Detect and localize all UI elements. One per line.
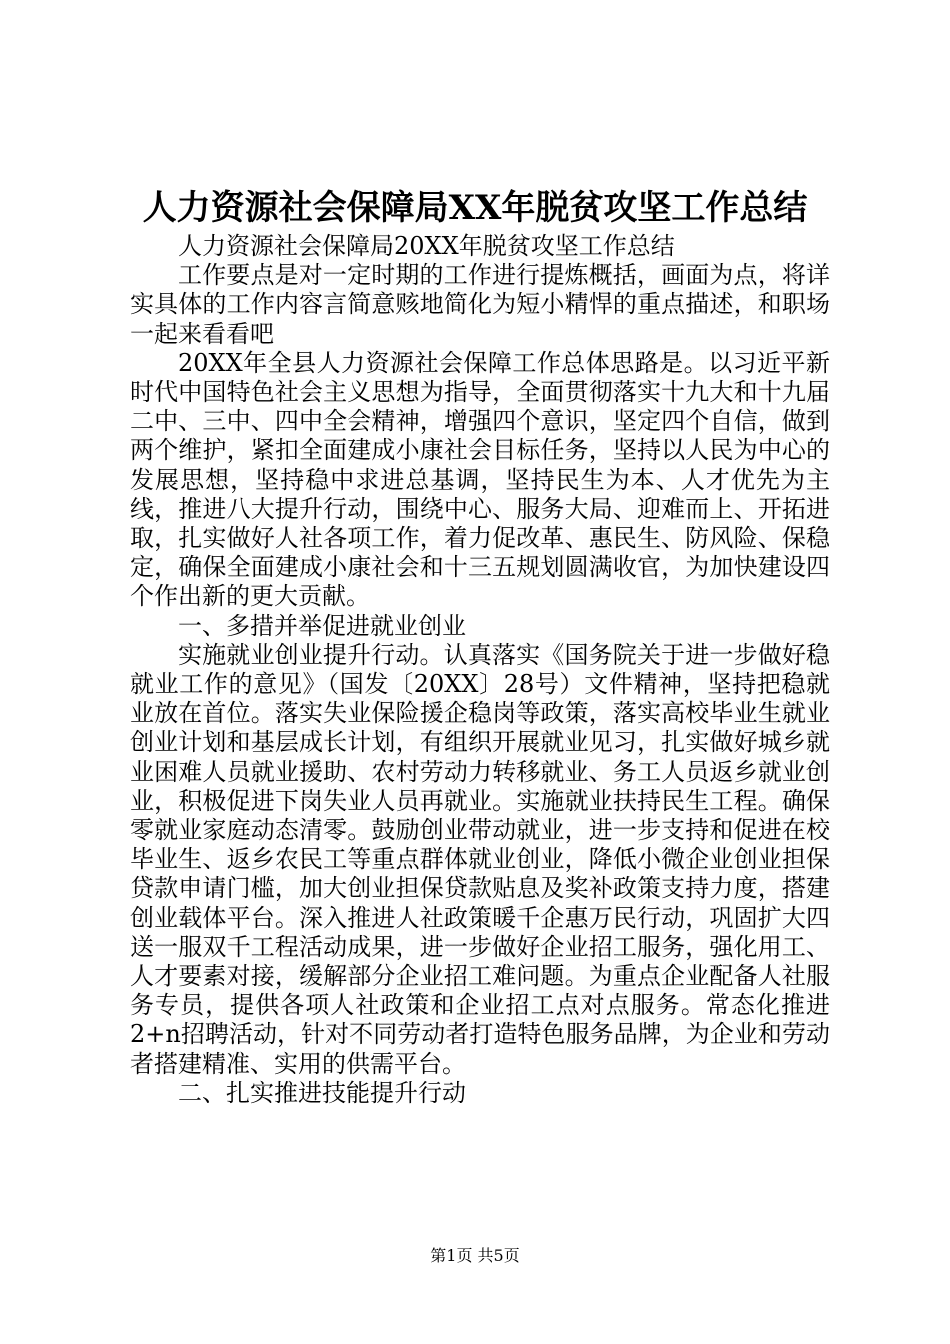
subtitle-paragraph: 人力资源社会保障局20XX年脱贫攻坚工作总结	[178, 232, 675, 260]
document-title: 人力资源社会保障局XX年脱贫攻坚工作总结	[142, 188, 808, 228]
overview-paragraph: 20XX年全县人力资源社会保障工作总体思路是。以习近平新时代中国特色社会主义思想为指导，全面贯彻落实十九大和十九届二中、三中、四中全会精神，增强四个意识，坚定四个自信，做到两个维护，紧扣全面建成小康社会目标任务，坚持以人民为中心的发展思想，坚持稳中求进总基调，坚持民生为本、人才优先为主线，推进八大提升行动，围绕中心、服务大局、迎难而上、开拓进取，扎实做好人社各项工作，着力促改革、惠民生、防风险、保稳定，确保全面建成小康社会和十三五规划圆满收官，为加快建设四个作出新的更大贡献。	[130, 348, 830, 611]
section-heading-2: 二、扎实推进技能提升行动	[178, 1078, 466, 1107]
section-1-paragraph: 实施就业创业提升行动。认真落实《国务院关于进一步做好稳就业工作的意见》（国发〔20XX〕28号）文件精神，坚持把稳就业放在首位。落实失业保险援企稳岗等政策，落实高校毕业生就业创业计划和基层成长计划，有组织开展就业见习，扎实做好城乡就业困难人员就业援助、农村劳动力转移就业、务工人员返乡就业创业，积极促进下岗失业人员再就业。实施就业扶持民生工程。确保零就业家庭动态清零。鼓励创业带动就业，进一步支持和促进在校毕业生、返乡农民工等重点群体就业创业，降低小微企业创业担保贷款申请门槛，加大创业担保贷款贴息及奖补政策支持力度，搭建创业载体平台。深入推进人社政策暖千企惠万民行动，巩固扩大四送一服双千工程活动成果，进一步做好企业招工服务，强化用工、人才要素对接，缓解部分企业招工难问题。为重点企业配备人社服务专员，提供各项人社政策和企业招工点对点服务。常态化推进2+n招聘活动，针对不同劳动者打造特色服务品牌，为企业和劳动者搭建精准、实用的供需平台。	[130, 640, 830, 1078]
section-heading-1: 一、多措并举促进就业创业	[178, 611, 466, 640]
intro-paragraph: 工作要点是对一定时期的工作进行提炼概括，画面为点，将详实具体的工作内容言简意赅地简化为短小精悍的重点描述，和职场一起来看看吧	[130, 261, 830, 348]
page-footer: 第1页 共5页	[430, 1246, 520, 1265]
document-body	[130, 232, 830, 1108]
